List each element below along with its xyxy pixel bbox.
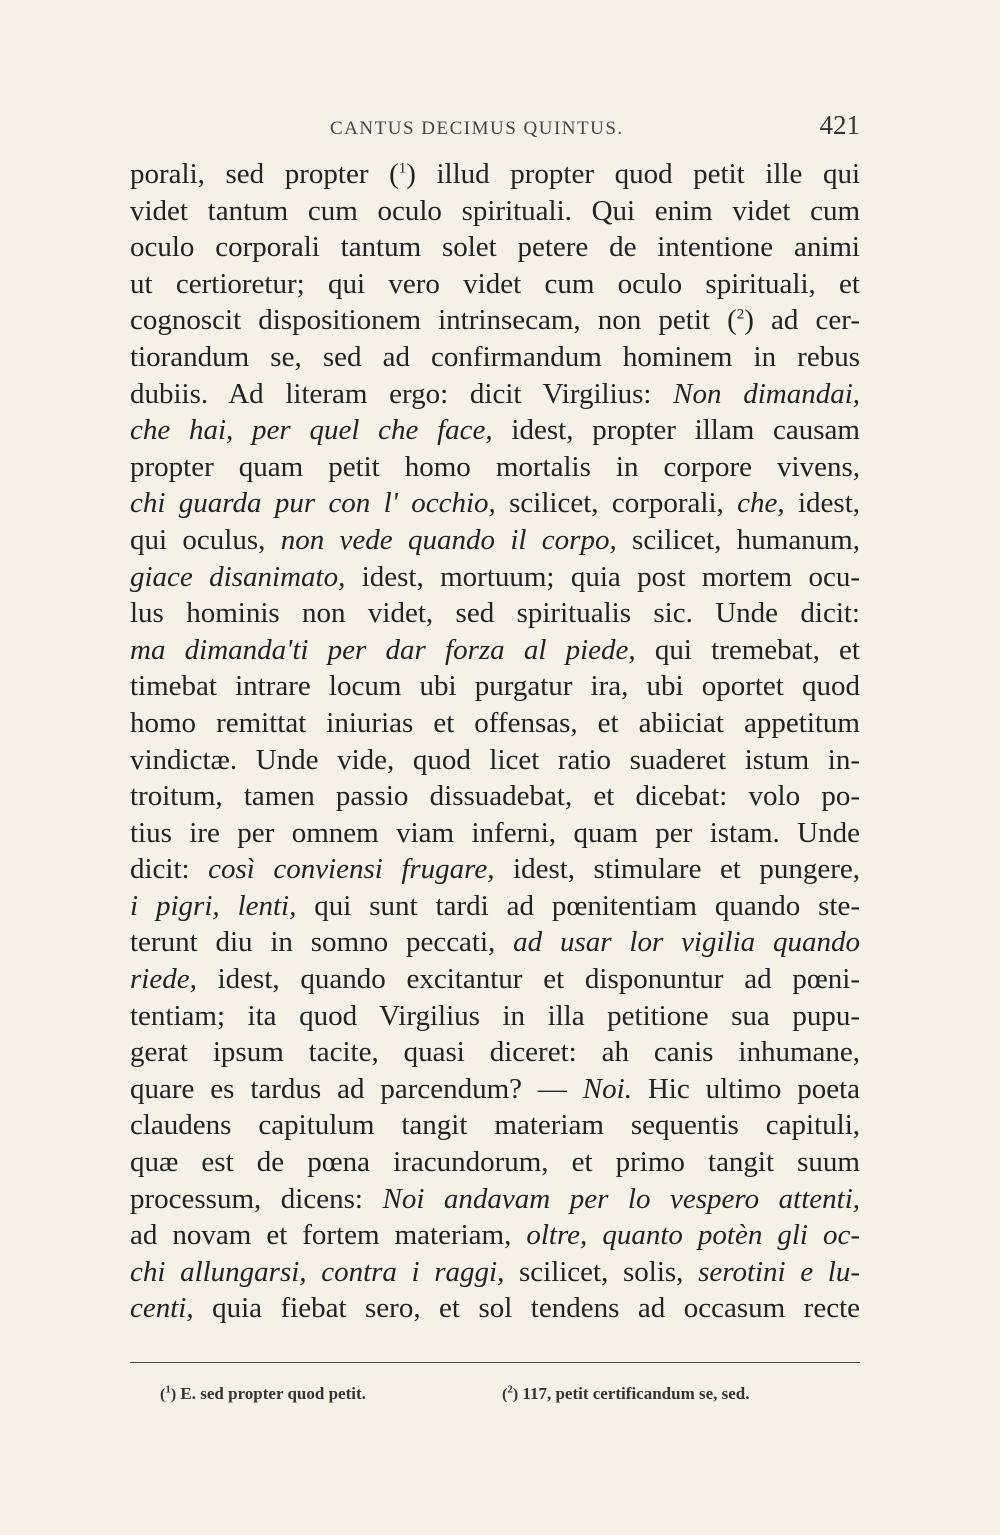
text-line [130, 302, 860, 339]
italic-quote: che hai, per quel che face, [130, 414, 493, 447]
running-head [130, 110, 860, 144]
text-segment: ) illud propter quod petit ille qui [406, 158, 860, 190]
text-segment: idest, propter illam causam [492, 414, 860, 447]
text-segment: vindictæ. Unde vide, quod licet ratio suaderet istum in- [130, 743, 860, 776]
body-text [130, 156, 860, 1327]
italic-quote: ma dimanda'ti per dar forza al piede, [130, 633, 636, 666]
text-line [130, 449, 860, 486]
text-line [130, 851, 860, 888]
text-segment: idest, quando excitantur et disponuntur ad pœni- [196, 963, 860, 996]
text-line [130, 1144, 860, 1181]
footnote-reference: 2 [736, 306, 745, 323]
text-segment: gerat ipsum tacite, quasi diceret: ah canis inhumane, [130, 1036, 860, 1069]
text-segment: ad novam et fortem materiam, [130, 1219, 527, 1252]
text-line [130, 961, 860, 998]
text-line [130, 156, 860, 193]
text-segment: oculo corporali tantum solet petere de intentione animi [130, 231, 860, 264]
italic-quote: chi guarda pur con l' occhio, [130, 487, 496, 520]
text-segment: processum, dicens: [130, 1182, 383, 1215]
text-line [130, 595, 860, 632]
text-line [130, 815, 860, 852]
footnote-mark: ($^1$) [160, 1383, 177, 1403]
text-segment: ut certioretur; qui vero videt cum oculo spirituali, et [130, 267, 860, 300]
text-line [130, 1290, 860, 1327]
italic-quote: che, [737, 487, 785, 520]
text-segment: ) ad cer- [744, 304, 860, 337]
text-line [130, 1107, 860, 1144]
text-line [130, 705, 860, 742]
text-segment: quare es tardus ad parcendum? — [130, 1072, 583, 1105]
italic-quote: Noi. [582, 1072, 632, 1105]
running-head-title: CANTUS DECIMUS QUINTUS. [330, 118, 624, 139]
footnote-rule [130, 1362, 860, 1363]
text-segment: idest, [784, 487, 860, 520]
text-line [130, 998, 860, 1035]
italic-quote: riede, [130, 963, 197, 996]
italic-quote: giace disanimato, [130, 560, 346, 593]
text-line [130, 485, 860, 522]
page-number: 421 [819, 110, 860, 140]
text-segment: propter quam petit homo mortalis in corpore vivens, [130, 450, 860, 483]
text-line [130, 229, 860, 266]
text-segment: quæ est de pœna iracundorum, et primo tangit suum [130, 1146, 860, 1179]
text-line [130, 266, 860, 303]
text-segment: timebat intrare locum ubi purgatur ira, ubi oportet quod [130, 670, 860, 703]
italic-quote: così conviensi frugare, [208, 853, 495, 886]
text-segment: homo remittat iniurias et offensas, et abiiciat appetitum [130, 706, 860, 739]
italic-quote: ad usar lor vigilia quando [513, 926, 860, 959]
footnote-reference: 1 [398, 160, 407, 177]
text-line [130, 1254, 860, 1291]
text-segment: lus hominis non videt, sed spiritualis sic. Unde dicit: [130, 597, 860, 630]
italic-quote: chi allungarsi, contra i raggi, [130, 1255, 505, 1288]
text-segment: qui oculus, [130, 523, 281, 556]
text-line [130, 924, 860, 961]
text-segment: idest, mortuum; quia post mortem ocu- [345, 560, 860, 593]
italic-quote: Noi andavam per lo vespero attenti, [382, 1182, 860, 1215]
text-segment: qui tremebat, et [635, 633, 860, 666]
text-line [130, 559, 860, 596]
text-line [130, 522, 860, 559]
text-segment: scilicet, solis, [504, 1255, 699, 1288]
text-segment: dicit: [130, 853, 209, 886]
italic-quote: i pigri, lenti, [130, 889, 297, 922]
italic-quote: serotini e lu- [698, 1255, 860, 1288]
italic-quote: Non dimandai, [673, 377, 860, 410]
text-line [130, 412, 860, 449]
text-segment: idest, stimulare et pungere, [494, 853, 860, 886]
text-segment: qui sunt tardi ad pœnitentiam quando ste- [296, 889, 860, 922]
text-segment: Hic ultimo poeta [631, 1072, 860, 1105]
italic-quote: centi, [130, 1292, 194, 1325]
text-segment: troitum, tamen passio dissuadebat, et dicebat: volo po- [130, 780, 860, 813]
text-segment: cognoscit dispositionem intrinsecam, non petit ( [130, 304, 737, 337]
italic-quote: non vede quando il corpo, [280, 523, 617, 556]
text-segment: scilicet, humanum, [616, 523, 860, 556]
text-line [130, 668, 860, 705]
text-segment: dubiis. Ad literam ergo: dicit Virgilius: [130, 377, 674, 410]
text-segment: scilicet, corporali, [495, 487, 738, 520]
italic-quote: oltre, quanto potèn gli oc- [526, 1219, 860, 1252]
text-segment: porali, sed propter ( [130, 158, 399, 190]
text-segment: videt tantum cum oculo spirituali. Qui enim videt cum [130, 194, 860, 227]
footnote-1 [160, 1384, 366, 1404]
text-line [130, 632, 860, 669]
text-line [130, 193, 860, 230]
text-line [130, 888, 860, 925]
text-line [130, 742, 860, 779]
text-segment: terunt diu in somno peccati, [130, 926, 514, 959]
footnote-text: E. sed propter quod petit. [180, 1384, 366, 1403]
text-line [130, 1181, 860, 1218]
text-segment: tentiam; ita quod Virgilius in illa petitione sua pupu- [130, 999, 860, 1032]
text-line [130, 1034, 860, 1071]
text-line [130, 1071, 860, 1108]
footnote-mark: ($^2$) [502, 1383, 519, 1403]
text-line [130, 778, 860, 815]
text-segment: tiorandum se, sed ad confirmandum hominem in rebus [130, 340, 860, 373]
text-segment: quia fiebat sero, et sol tendens ad occasum recte [193, 1292, 860, 1325]
text-line [130, 376, 860, 413]
text-line [130, 1217, 860, 1254]
footnote-2 [502, 1384, 750, 1404]
footnote-text: 117, petit certificandum se, sed. [522, 1384, 750, 1403]
text-segment: claudens capitulum tangit materiam sequentis capituli, [130, 1109, 860, 1142]
text-line [130, 339, 860, 376]
text-segment: tius ire per omnem viam inferni, quam per istam. Unde [130, 816, 860, 849]
